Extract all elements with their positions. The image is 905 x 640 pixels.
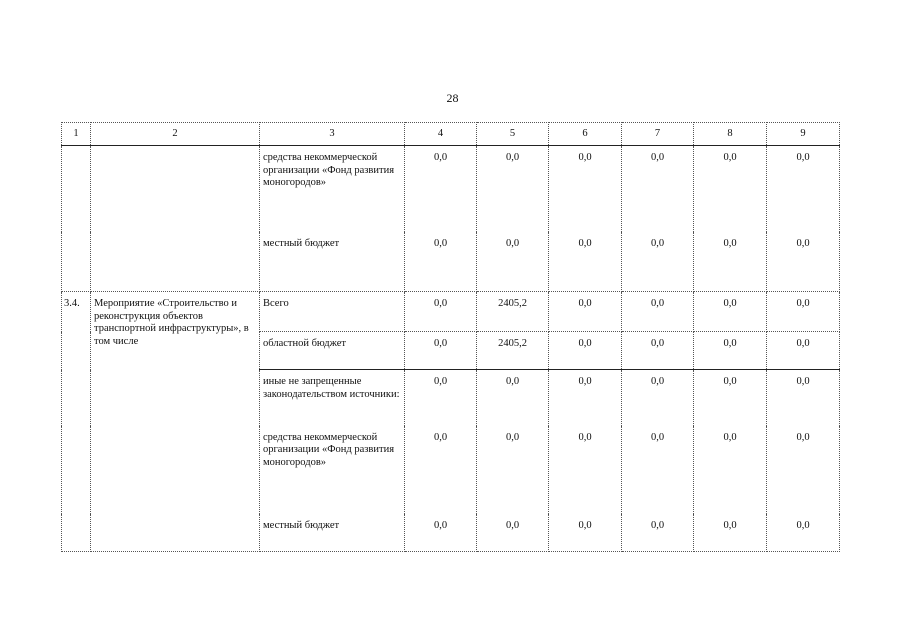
value-cell: 2405,2 [477,292,549,332]
value-cell: 0,0 [767,514,840,552]
value-cell: 0,0 [549,370,622,426]
table-row [62,146,840,232]
value-cell: 0,0 [549,232,622,292]
value-cell: 0,0 [622,514,694,552]
source-cell: местный бюджет [260,514,405,552]
column-header: 2 [91,123,260,146]
source-cell: местный бюджет [260,232,405,292]
value-cell: 0,0 [477,370,549,426]
value-cell: 0,0 [694,514,767,552]
column-header: 5 [477,123,549,146]
value-cell: 0,0 [549,292,622,332]
value-cell: 0,0 [405,146,477,232]
value-cell: 2405,2 [477,332,549,370]
value-cell: 0,0 [405,514,477,552]
value-cell: 0,0 [405,370,477,426]
value-cell: 0,0 [477,514,549,552]
value-cell: 0,0 [405,426,477,514]
value-cell: 0,0 [405,332,477,370]
source-cell: областной бюджет [260,332,405,370]
value-cell: 0,0 [549,146,622,232]
value-cell: 0,0 [622,332,694,370]
column-header: 3 [260,123,405,146]
column-header: 4 [405,123,477,146]
value-cell: 0,0 [549,426,622,514]
value-cell: 0,0 [549,514,622,552]
source-cell: Всего [260,292,405,332]
value-cell: 0,0 [767,370,840,426]
value-cell: 0,0 [405,232,477,292]
value-cell: 0,0 [622,292,694,332]
column-number-header [62,123,840,146]
value-cell: 0,0 [694,332,767,370]
value-cell: 0,0 [694,426,767,514]
value-cell: 0,0 [767,232,840,292]
value-cell: 0,0 [622,146,694,232]
value-cell: 0,0 [549,332,622,370]
value-cell: 0,0 [622,232,694,292]
measure-name-cell: Мероприятие «Строительство и реконструкция объектов транспортной инфраструктуры», в том числе [91,292,260,552]
value-cell: 0,0 [767,426,840,514]
column-header: 7 [622,123,694,146]
measure-name-cell [91,146,260,292]
value-cell: 0,0 [694,292,767,332]
value-cell: 0,0 [767,146,840,232]
value-cell: 0,0 [694,232,767,292]
source-cell: средства некоммерческой организации «Фонд развития моногородов» [260,146,405,232]
value-cell: 0,0 [477,232,549,292]
column-header: 8 [694,123,767,146]
table-row [62,292,840,332]
value-cell: 0,0 [405,292,477,332]
value-cell: 0,0 [622,426,694,514]
value-cell: 0,0 [694,146,767,232]
value-cell: 0,0 [694,370,767,426]
value-cell: 0,0 [767,332,840,370]
column-header: 1 [62,123,91,146]
column-header: 9 [767,123,840,146]
row-number-cell [62,146,91,292]
row-number-cell: 3.4. [62,292,91,552]
source-cell: иные не запрещенные законодательством источники: [260,370,405,426]
funding-table [61,122,840,552]
value-cell: 0,0 [622,370,694,426]
source-cell: средства некоммерческой организации «Фонд развития моногородов» [260,426,405,514]
value-cell: 0,0 [767,292,840,332]
page-number: 28 [446,91,459,105]
value-cell: 0,0 [477,146,549,232]
value-cell: 0,0 [477,426,549,514]
column-header: 6 [549,123,622,146]
